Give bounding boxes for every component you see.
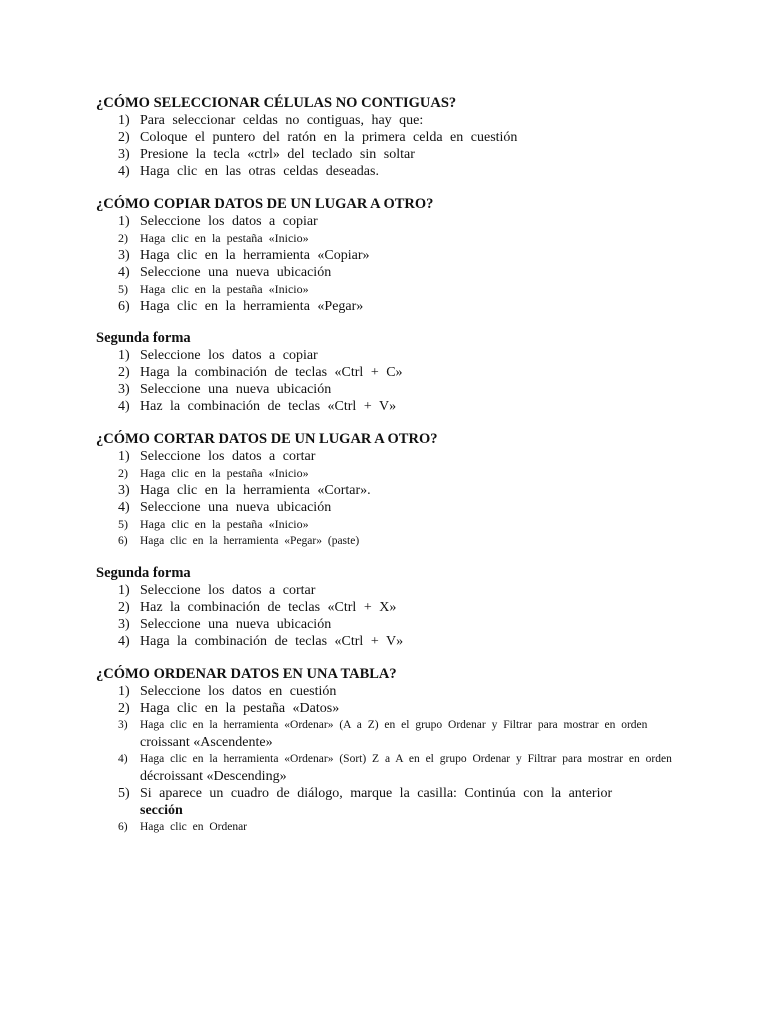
item-text: Haga clic en la pestaña «Datos» [140,701,340,716]
item-text: Seleccione una nueva ubicación [140,265,332,280]
item-text: Seleccione los datos en cuestión [140,684,337,699]
item-number: 1) [118,113,130,128]
item-number: 1) [118,583,130,598]
item-text: Para seleccionar celdas no contiguas, hay que: [140,113,424,128]
section-sort-data [96,666,768,836]
section-heading: ¿CÓMO CORTAR DATOS DE UN LUGAR A OTRO? [96,431,438,447]
list-item [96,264,768,281]
item-number: 6) [118,299,130,314]
item-number: 4) [118,399,130,414]
item-text: Haga clic en la herramienta «Pegar» [140,299,364,314]
list-item [96,163,768,180]
list-item [96,230,768,247]
item-number: 4) [118,500,130,515]
item-text: Coloque el puntero del ratón en la primera celda en cuestión [140,130,518,145]
list-item [96,213,768,230]
item-text: Haz la combinación de teclas «Ctrl + X» [140,600,397,615]
list-item [96,398,768,415]
list-item [96,819,768,836]
item-number: 2) [118,701,130,716]
item-text: Haga clic en la herramienta «Copiar» [140,248,370,263]
item-number: 2) [118,365,130,380]
item-text: Haga clic en la herramienta «Pegar» (paste) [140,535,360,547]
list-item [96,700,768,717]
list-item [96,717,768,751]
item-text: Si aparece un cuadro de diálogo, marque la casilla: Continúa con la anterior [140,786,613,801]
list-item [96,448,768,465]
list-item [96,582,768,599]
item-text: Haga clic en la herramienta «Cortar». [140,483,371,498]
item-text: Haga clic en la herramienta «Ordenar» (A a Z) en el grupo Ordenar y Filtrar para mostrar en orden [140,719,648,731]
step-list [96,582,768,650]
section-select-noncontiguous [96,95,768,180]
list-item [96,129,768,146]
item-text: Seleccione los datos a cortar [140,583,316,598]
section-heading: Segunda forma [96,565,191,581]
list-item [96,146,768,163]
item-number: 3) [118,248,130,263]
item-text: Haga la combinación de teclas «Ctrl + V» [140,634,404,649]
step-list [96,448,768,550]
list-item [96,364,768,381]
item-text: Seleccione una nueva ubicación [140,382,332,397]
item-continuation: croissant «Ascendente» [140,735,273,750]
item-number: 2) [118,466,128,480]
item-text: Seleccione una nueva ubicación [140,617,332,632]
item-text: Seleccione los datos a copiar [140,348,318,363]
item-number: 5) [118,282,128,296]
step-list [96,347,768,415]
item-text: Haga clic en la pestaña «Inicio» [140,282,309,296]
item-number: 2) [118,231,128,245]
item-number: 3) [118,382,130,397]
step-list [96,213,768,315]
item-text: Seleccione una nueva ubicación [140,500,332,515]
item-number: 4) [118,164,130,179]
list-item [96,633,768,650]
list-item [96,112,768,129]
step-list [96,112,768,180]
item-number: 5) [118,786,130,801]
section-copy-data [96,196,768,315]
item-number: 4) [118,634,130,649]
list-item [96,247,768,264]
section-cut-second-way [96,565,768,650]
item-number: 1) [118,348,130,363]
item-text: Haga clic en la pestaña «Inicio» [140,466,309,480]
list-item [96,785,768,819]
section-heading: ¿CÓMO SELECCIONAR CÉLULAS NO CONTIGUAS? [96,95,457,111]
list-item [96,683,768,700]
list-item [96,516,768,533]
item-number: 3) [118,719,128,731]
item-number: 1) [118,449,130,464]
item-text: Haga clic en la pestaña «Inicio» [140,517,309,531]
item-number: 2) [118,130,130,145]
list-item [96,533,768,550]
item-number: 5) [118,517,128,531]
section-copy-second-way [96,330,768,415]
item-number: 1) [118,684,130,699]
item-text: Haga clic en las otras celdas deseadas. [140,164,379,179]
step-list [96,683,768,836]
item-number: 3) [118,147,130,162]
item-text: Haz la combinación de teclas «Ctrl + V» [140,399,397,414]
item-continuation: sección [140,803,183,818]
list-item [96,599,768,616]
list-item [96,465,768,482]
item-text: Seleccione los datos a copiar [140,214,318,229]
list-item [96,616,768,633]
item-number: 2) [118,600,130,615]
item-text: Haga la combinación de teclas «Ctrl + C» [140,365,403,380]
list-item [96,281,768,298]
section-cut-data [96,431,768,550]
section-heading: ¿CÓMO ORDENAR DATOS EN UNA TABLA? [96,666,397,682]
list-item [96,751,768,785]
item-number: 6) [118,535,128,547]
item-number: 4) [118,753,128,765]
list-item [96,499,768,516]
item-number: 1) [118,214,130,229]
item-continuation: décroissant «Descending» [140,769,287,784]
item-number: 3) [118,617,130,632]
item-text: Haga clic en la pestaña «Inicio» [140,231,309,245]
item-text: Presione la tecla «ctrl» del teclado sin soltar [140,147,415,162]
item-number: 4) [118,265,130,280]
item-number: 3) [118,483,130,498]
item-number: 6) [118,821,128,833]
section-heading: Segunda forma [96,330,191,346]
list-item [96,381,768,398]
list-item [96,298,768,315]
list-item [96,482,768,499]
section-heading: ¿CÓMO COPIAR DATOS DE UN LUGAR A OTRO? [96,196,434,212]
item-text: Haga clic en Ordenar [140,821,248,833]
list-item [96,347,768,364]
item-text: Haga clic en la herramienta «Ordenar» (Sort) Z a A en el grupo Ordenar y Filtrar para mostrar en orden [140,753,672,765]
item-text: Seleccione los datos a cortar [140,449,316,464]
